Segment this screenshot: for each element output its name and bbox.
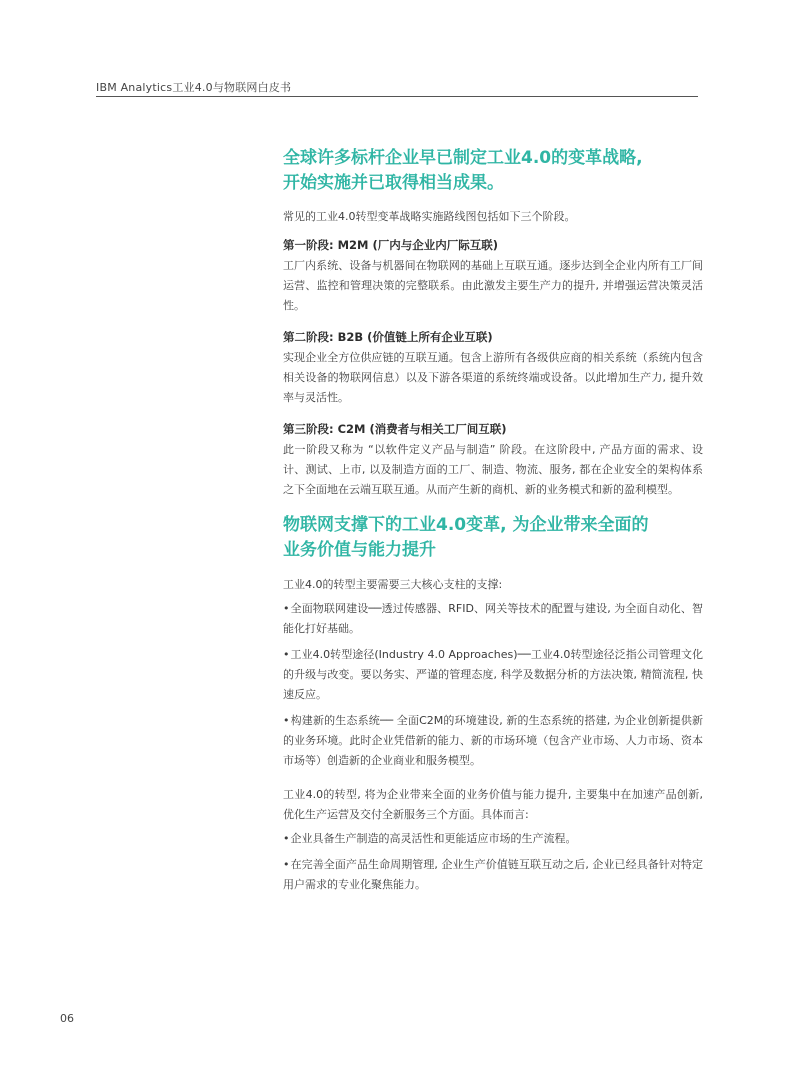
section2-paragraph: 工业4.0的转型, 将为企业带来全面的业务价值与能力提升, 主要集中在加速产品创新, 优化生产运营及交付全新服务三个方面。具体而言:	[283, 788, 703, 821]
document-header: IBM Analytics工业4.0与物联网白皮书	[96, 81, 292, 94]
list-item	[283, 599, 703, 639]
list-item-text: 构建新的生态系统── 全面C2M的环境建设, 新的生态系统的搭建, 为企业创新提供新的业务环境。此时企业凭借新的能力、新的市场环境（包含产业市场、人力市场、资本市场等）创造新的企业商业和服务模型。	[283, 714, 703, 767]
list-item-text: 在完善全面产品生命周期管理, 企业生产价值链互联互动之后, 企业已经具备针对特定用户需求的专业化聚焦能力。	[283, 858, 703, 891]
section1-intro: 常见的工业4.0转型变革战略实施路线图包括如下三个阶段。	[283, 210, 576, 223]
section2-intro: 工业4.0的转型主要需要三大核心支柱的支撑:	[283, 578, 503, 591]
list-item-text: 企业具备生产制造的高灵活性和更能适应市场的生产流程。	[290, 832, 577, 845]
stage3-body: 此一阶段又称为 “以软件定义产品与制造” 阶段。在这阶段中, 产品方面的需求、设计、测试、上市, 以及制造方面的工厂、制造、物流、服务, 都在企业安全的架构体系之下全面地在云端互联互通。从而产生新的商机、新的业务模式和新的盈利模型。	[283, 443, 703, 496]
section1-heading-line2: 开始实施并已取得相当成果。	[283, 173, 504, 193]
main-content	[283, 146, 703, 901]
stage2-body: 实现企业全方位供应链的互联互通。包含上游所有各级供应商的相关系统（系统内包含相关设备的物联网信息）以及下游各渠道的系统终端或设备。以此增加生产力, 提升效率与灵活性。	[283, 351, 703, 404]
section1-heading	[283, 146, 703, 196]
list-item	[283, 829, 703, 849]
bullet-dot: •	[283, 858, 290, 871]
bullet-dot: •	[283, 648, 290, 661]
section2-heading	[283, 513, 703, 563]
section1-heading-line1: 全球许多标杆企业早已制定工业4.0的变革战略,	[283, 148, 643, 168]
header-divider	[96, 96, 698, 97]
list-item	[283, 645, 703, 705]
list-item	[283, 711, 703, 771]
stage3-title: 第三阶段: C2M (消费者与相关工厂间互联)	[283, 422, 507, 436]
bullet-dot: •	[283, 832, 290, 845]
list-item-text: 工业4.0转型途径(Industry 4.0 Approaches)──工业4.0转型途径泛指公司管理文化的升级与改变。要以务实、严谨的管理态度, 科学及数据分析的方法决策, 精简流程, 快速反应。	[283, 648, 703, 701]
bullet-dot: •	[283, 714, 290, 727]
bullet-dot: •	[283, 602, 290, 615]
list-item-text: 全面物联网建设──透过传感器、RFID、网关等技术的配置与建设, 为全面自动化、智能化打好基础。	[283, 602, 703, 635]
stage1-body: 工厂内系统、设备与机器间在物联网的基础上互联互通。逐步达到全企业内所有工厂间运营、监控和管理决策的完整联系。由此激发主要生产力的提升, 并增强运营决策灵活性。	[283, 259, 703, 312]
section2-heading-line2: 业务价值与能力提升	[283, 540, 436, 560]
stage2-title: 第二阶段: B2B (价值链上所有企业互联)	[283, 330, 493, 344]
list-item	[283, 855, 703, 895]
section2-heading-line1: 物联网支撑下的工业4.0变革, 为企业带来全面的	[283, 515, 649, 535]
stage1-title: 第一阶段: M2M (厂内与企业内厂际互联)	[283, 238, 499, 252]
page-number: 06	[60, 1012, 74, 1025]
